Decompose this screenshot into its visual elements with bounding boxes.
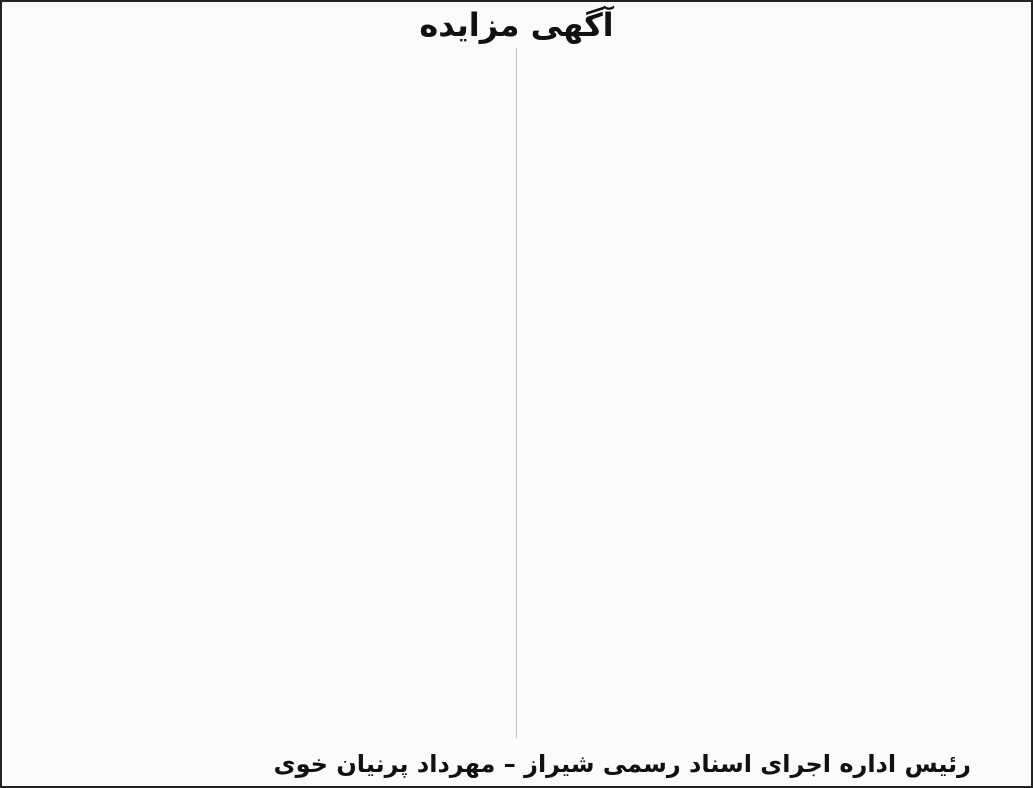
text-column-left	[527, 48, 1019, 738]
column-divider	[516, 48, 517, 738]
notice-body	[14, 48, 1019, 738]
signature-line: رئیس اداره اجرای اسناد رسمی شیراز – مهرداد پرنیان خوی	[273, 750, 971, 778]
notice-footer	[22, 734, 1011, 778]
notice-title: آگهی مزایده	[419, 6, 614, 44]
text-column-right	[14, 48, 506, 738]
